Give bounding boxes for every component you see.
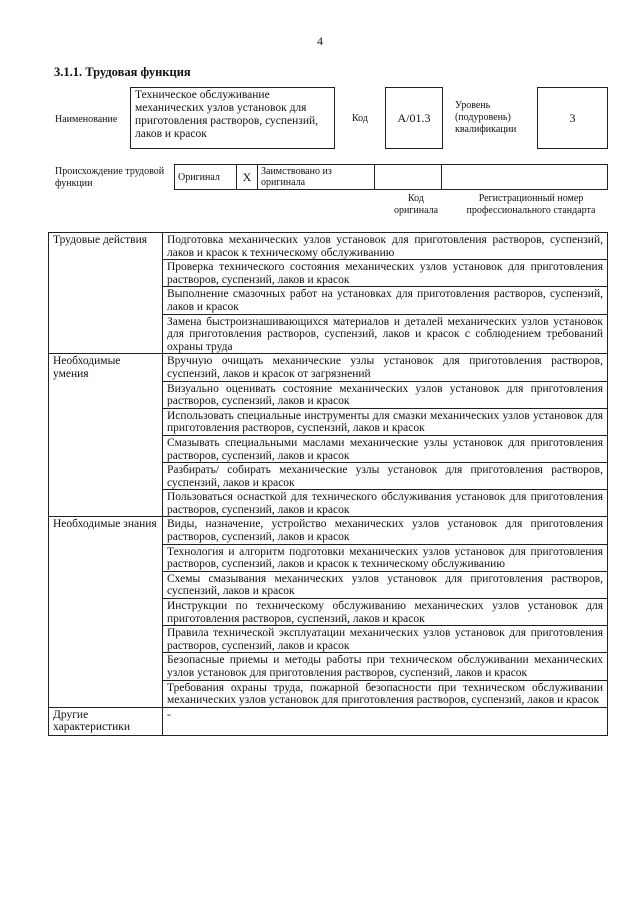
table-row — [49, 707, 608, 735]
category-required-knowledge: Необходимые знания — [49, 517, 163, 707]
table-cell: Использовать специальные инструменты для смазки механических узлов установок для приготовления растворов, суспензий, лаков и красок — [163, 408, 608, 435]
table-cell: Вручную очищать механические узлы установок для приготовления растворов, суспензий, лаков и красок от загрязнений — [163, 354, 608, 381]
original-code-cell — [375, 165, 442, 190]
table-cell: Инструкции по техническому обслуживанию механических узлов установок для приготовления растворов, суспензий, лаков и красок — [163, 599, 608, 626]
table-cell: - — [163, 707, 608, 735]
function-details-table — [48, 232, 608, 736]
page-number: 4 — [317, 34, 323, 48]
original-label-cell: Оригинал — [175, 165, 237, 190]
origin-label: Происхождение трудовой функции — [55, 166, 165, 189]
table-cell: Виды, назначение, устройство механических узлов установок для приготовления растворов, суспензий, лаков и красок — [163, 517, 608, 544]
table-cell: Проверка технического состояния механических узлов установок для приготовления растворов, суспензий, лаков и красок — [163, 260, 608, 287]
name-label: Наименование — [55, 114, 118, 125]
table-cell: Разбирать/ собирать механические узлы установок для приготовления растворов, суспензий, лаков и красок — [163, 463, 608, 490]
category-labor-actions: Трудовые действия — [49, 233, 163, 354]
code-original-caption: Код оригинала — [393, 193, 439, 216]
table-cell: Правила технической эксплуатации механических узлов установок для приготовления растворов, суспензий, лаков и красок — [163, 626, 608, 653]
table-row — [49, 233, 608, 260]
category-required-skills: Необходимые умения — [49, 354, 163, 517]
level-value-box: 3 — [537, 87, 608, 149]
level-label: Уровень (подуровень) квалификации — [455, 100, 517, 135]
table-cell: Выполнение смазочных работ на установках для приготовления растворов, суспензий, лаков и красок — [163, 287, 608, 314]
original-mark-cell: X — [237, 165, 258, 190]
code-label: Код — [352, 113, 368, 124]
borrowed-label-cell: Заимствовано из оригинала — [258, 165, 375, 190]
reg-number-cell — [442, 165, 608, 190]
table-cell: Подготовка механических узлов установок для приготовления растворов, суспензий, лаков и красок к техническому обслуживанию — [163, 233, 608, 260]
table-row — [49, 354, 608, 381]
table-cell: Смазывать специальными маслами механические узлы установок для приготовления растворов, суспензий, лаков и красок — [163, 435, 608, 462]
table-cell: Замена быстроизнашивающихся материалов и деталей механических узлов установок для приготовления растворов, суспензий, лаков и красок с соблюдением требований охраны труда — [163, 314, 608, 354]
table-row — [49, 517, 608, 544]
table-cell: Требования охраны труда, пожарной безопасности при техническом обслуживании механических узлов установок для приготовления растворов, суспензий, лаков и красок — [163, 680, 608, 707]
section-heading: 3.1.1. Трудовая функция — [54, 65, 191, 79]
reg-number-caption: Регистрационный номер профессионального стандарта — [466, 193, 596, 216]
table-cell: Схемы смазывания механических узлов установок для приготовления растворов, суспензий, лаков и красок — [163, 571, 608, 598]
table-cell: Визуально оценивать состояние механических узлов установок для приготовления растворов, суспензий, лаков и красок — [163, 381, 608, 408]
table-cell: Пользоваться оснасткой для технического обслуживания установок для приготовления растворов, суспензий, лаков и красок — [163, 490, 608, 517]
category-other-characteristics: Другие характеристики — [49, 707, 163, 735]
table-cell: Безопасные приемы и методы работы при техническом обслуживании механических узлов установок для приготовления растворов, суспензий, лаков и красок — [163, 653, 608, 680]
function-name-box: Техническое обслуживание механических узлов установок для приготовления растворов, суспензий, лаков и красок — [130, 87, 335, 149]
origin-table — [174, 164, 608, 190]
code-value-box: А/01.3 — [385, 87, 443, 149]
table-cell: Технология и алгоритм подготовки механических узлов установок для приготовления растворов, суспензий, лаков и красок к техническому обслуживанию — [163, 544, 608, 571]
